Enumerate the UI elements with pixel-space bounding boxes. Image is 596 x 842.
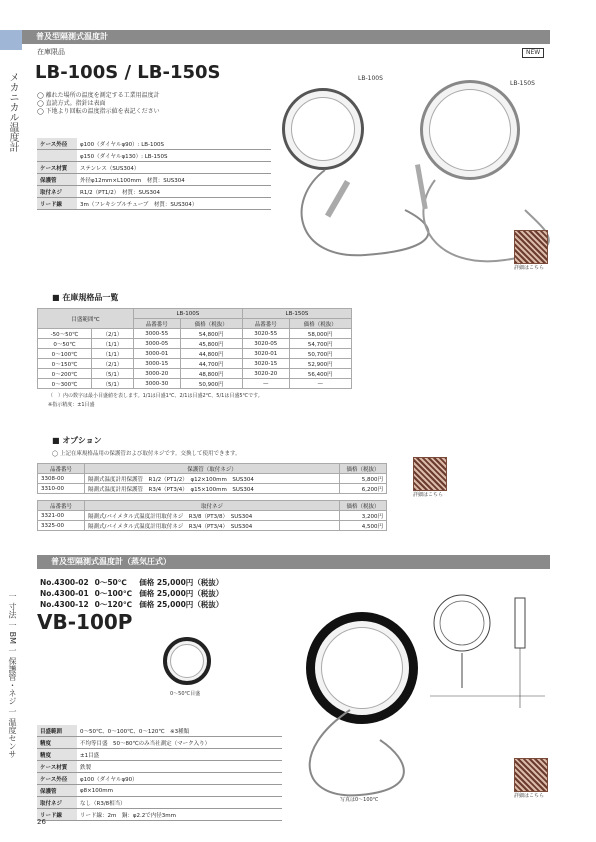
table-cell: 0〜150℃ bbox=[38, 359, 92, 369]
model-list bbox=[40, 577, 223, 610]
model-number: No.4300-01 bbox=[40, 589, 89, 598]
model-price: 価格 25,000円（税抜） bbox=[139, 578, 224, 587]
table-row bbox=[37, 186, 271, 198]
large-gauge-caption: 写真は0〜100℃ bbox=[340, 797, 379, 803]
table-row bbox=[38, 474, 387, 484]
table-cell: 3,200円 bbox=[340, 511, 387, 521]
stock-note: （ ）内の数字は最小目盛値を表します。1/1は目盛1℃、2/1は目盛2℃、5/1は目盛5℃です。 bbox=[48, 393, 263, 399]
table-cell: 3020-15 bbox=[242, 359, 289, 369]
spec-value: R1/2（PT1/2） 材質：SUS304 bbox=[77, 186, 271, 198]
table-row bbox=[37, 809, 282, 821]
image-label-right: LB-150S bbox=[510, 80, 535, 87]
table-cell: 3000-05 bbox=[133, 339, 180, 349]
vb100p-tube-image bbox=[270, 700, 410, 810]
spec-label: ケース材質 bbox=[37, 162, 77, 174]
spec-label: 保護管 bbox=[37, 785, 77, 797]
side-label-top: メカニカル温度計 bbox=[7, 72, 18, 152]
qr-caption: 詳細はこちら bbox=[514, 265, 545, 271]
stock-badge: 在庫限品 bbox=[37, 48, 65, 56]
table-row bbox=[38, 349, 352, 359]
table-cell: — bbox=[242, 379, 289, 389]
table-cell: 隔測式温度計用保護管 R3/4（PT3/4） φ15×100mm SUS304 bbox=[85, 484, 340, 494]
spec-label: 精度 bbox=[37, 749, 77, 761]
table-cell: （1/1） bbox=[92, 349, 134, 359]
model-number: No.4300-12 bbox=[40, 600, 89, 609]
table-cell: 3000-55 bbox=[133, 329, 180, 339]
table-cell: 3310-00 bbox=[38, 484, 85, 494]
column-header: 品番番号 bbox=[133, 319, 180, 329]
spec-value: 外径φ12mm×L100mm 材質：SUS304 bbox=[77, 174, 271, 186]
spec-label bbox=[37, 150, 77, 162]
corner-tab bbox=[0, 30, 22, 50]
spec-label: 取付ネジ bbox=[37, 186, 77, 198]
table-cell: 58,000円 bbox=[289, 329, 351, 339]
table-cell: 48,800円 bbox=[180, 369, 242, 379]
table-cell: 隔測式温度計用保護管 R1/2（PT1/2） φ12×100mm SUS304 bbox=[85, 474, 340, 484]
model-row bbox=[40, 588, 223, 599]
gauge-vb100p-small-image bbox=[163, 637, 211, 685]
table-cell: 3308-00 bbox=[38, 474, 85, 484]
spec-value: ±1目盛 bbox=[77, 749, 282, 761]
feature-list bbox=[37, 92, 237, 116]
spec-value: リード線：2m 銅：φ2.2で内径3mm bbox=[77, 809, 282, 821]
column-header: 品番番号 bbox=[242, 319, 289, 329]
table-cell: 0〜50℃ bbox=[38, 339, 92, 349]
spec-label: 精度 bbox=[37, 737, 77, 749]
table-row bbox=[37, 725, 282, 737]
table-cell: （1/1） bbox=[92, 339, 134, 349]
table-cell: 50,900円 bbox=[180, 379, 242, 389]
spec-value: φ100（ダイヤルφ90） bbox=[77, 773, 282, 785]
column-header: 品番番号 bbox=[38, 501, 85, 511]
table-cell: 3000-30 bbox=[133, 379, 180, 389]
spec-value: 鉄製 bbox=[77, 761, 282, 773]
product-title: LB-100S / LB-150S bbox=[35, 62, 221, 83]
section-header bbox=[22, 30, 550, 44]
column-header: 価格（税抜） bbox=[180, 319, 242, 329]
table-row bbox=[37, 198, 271, 210]
table-cell: 0〜100℃ bbox=[38, 349, 92, 359]
table-cell: （5/1） bbox=[92, 369, 134, 379]
table-row bbox=[38, 484, 387, 494]
table-cell: 3000-15 bbox=[133, 359, 180, 369]
spec-label: ケース外径 bbox=[37, 138, 77, 150]
table-cell: 4,500円 bbox=[340, 521, 387, 531]
stock-note: ※指示精度：±1目盛 bbox=[48, 402, 95, 408]
spec-label: ケース材質 bbox=[37, 761, 77, 773]
table-cell: 3020-55 bbox=[242, 329, 289, 339]
table-cell: 56,400円 bbox=[289, 369, 351, 379]
table-row bbox=[38, 359, 352, 369]
table-row bbox=[37, 773, 282, 785]
table-cell: 3020-01 bbox=[242, 349, 289, 359]
spec-value: φ150（ダイヤルφ130）: LB-150S bbox=[77, 150, 271, 162]
spec-label: 保護管 bbox=[37, 174, 77, 186]
stock-heading: ■ 在庫規格品一覧 bbox=[52, 293, 119, 302]
table-cell: — bbox=[289, 379, 351, 389]
table-header-row bbox=[38, 464, 387, 474]
table-row bbox=[38, 339, 352, 349]
column-header: 保護管（取付ネジ） bbox=[85, 464, 340, 474]
options-note: ◯ 上記在庫規格品用の保護管および取付ネジです。交換して使用できます。 bbox=[52, 451, 241, 457]
table-row bbox=[37, 761, 282, 773]
feature-item: ◯ 直読方式。指針は表面 bbox=[37, 100, 106, 107]
spec-value: φ100（ダイヤルφ90）: LB-100S bbox=[77, 138, 271, 150]
model-number: No.4300-02 bbox=[40, 578, 89, 587]
table-cell: 45,800円 bbox=[180, 339, 242, 349]
table-header-row bbox=[38, 309, 352, 319]
feature-item: ◯ 下地より回転の温度指示値を表記ください bbox=[37, 108, 160, 115]
table-row bbox=[38, 511, 387, 521]
column-header: 目盛範囲℃ bbox=[38, 309, 134, 329]
feature-item: ◯ 離れた場所の温度を測定する工業用温度計 bbox=[37, 92, 160, 99]
table-cell: 6,200円 bbox=[340, 484, 387, 494]
qr-code-icon[interactable] bbox=[413, 457, 447, 491]
qr-caption: 詳細はこちら bbox=[413, 492, 444, 498]
table-cell: 隔測式/バイメタル式温度計用取付ネジ R3/8（PT3/8） SUS304 bbox=[85, 511, 340, 521]
spec-value: 不均等目盛 50〜80℃のみ当社測定（マーク入り） bbox=[77, 737, 282, 749]
spec-table bbox=[37, 138, 271, 210]
page-number: 26 bbox=[37, 818, 46, 826]
table-cell: -50〜50℃ bbox=[38, 329, 92, 339]
table-row bbox=[38, 329, 352, 339]
spec-value: 3m（フレキシブルチューブ 材質：SUS304） bbox=[77, 198, 271, 210]
spec-table bbox=[37, 725, 282, 821]
column-header: 取付ネジ bbox=[85, 501, 340, 511]
column-header: 価格（税抜） bbox=[340, 501, 387, 511]
image-label-left: LB-100S bbox=[358, 75, 383, 82]
model-range: 0〜100℃ bbox=[94, 589, 133, 598]
table-cell: 54,800円 bbox=[180, 329, 242, 339]
table-row bbox=[37, 749, 282, 761]
table-cell: 52,900円 bbox=[289, 359, 351, 369]
table-row bbox=[37, 737, 282, 749]
table-row bbox=[38, 369, 352, 379]
table-header-row bbox=[38, 501, 387, 511]
table-row bbox=[38, 521, 387, 531]
table-row bbox=[37, 150, 271, 162]
table-row bbox=[37, 785, 282, 797]
section-title: 普及型隔測式温度計 bbox=[36, 32, 108, 41]
spec-value: φ8×100mm bbox=[77, 785, 282, 797]
small-gauge-caption: 0〜50℃目盛 bbox=[170, 691, 201, 697]
new-badge: NEW bbox=[522, 48, 544, 58]
spec-label: 目盛範囲 bbox=[37, 725, 77, 737]
model-row bbox=[40, 599, 223, 610]
table-cell: 44,800円 bbox=[180, 349, 242, 359]
options-table-pipes bbox=[37, 463, 387, 494]
model-row bbox=[40, 577, 223, 588]
table-cell: 3020-05 bbox=[242, 339, 289, 349]
qr-caption: 詳細はこちら bbox=[514, 793, 545, 799]
spec-label: ケース外径 bbox=[37, 773, 77, 785]
options-heading: ■ オプション bbox=[52, 436, 102, 445]
section-header bbox=[37, 555, 550, 569]
spec-label: 取付ネジ bbox=[37, 797, 77, 809]
table-cell: （5/1） bbox=[92, 379, 134, 389]
section-title: 普及型隔測式温度計（蒸気圧式） bbox=[51, 557, 171, 566]
table-cell: 3020-20 bbox=[242, 369, 289, 379]
column-header: LB-100S bbox=[133, 309, 242, 319]
table-cell: 3325-00 bbox=[38, 521, 85, 531]
gauge-lb100s-image bbox=[282, 88, 364, 170]
qr-code-icon[interactable] bbox=[514, 758, 548, 792]
table-cell: 44,700円 bbox=[180, 359, 242, 369]
spec-value: 0〜50℃、0〜100℃、0〜120℃ ※3種類 bbox=[77, 725, 282, 737]
table-cell: 5,800円 bbox=[340, 474, 387, 484]
table-cell: （2/1） bbox=[92, 329, 134, 339]
table-cell: 3000-01 bbox=[133, 349, 180, 359]
table-cell: 0〜200℃ bbox=[38, 369, 92, 379]
table-row bbox=[37, 138, 271, 150]
spec-label: リード線 bbox=[37, 809, 77, 821]
column-header: 価格（税抜） bbox=[289, 319, 351, 329]
table-row bbox=[37, 174, 271, 186]
table-row bbox=[37, 797, 282, 809]
table-cell: 3000-20 bbox=[133, 369, 180, 379]
column-header: 価格（税抜） bbox=[340, 464, 387, 474]
table-row bbox=[37, 162, 271, 174]
product-title: VB-100P bbox=[37, 610, 133, 634]
options-table-threads bbox=[37, 500, 387, 531]
table-cell: 54,700円 bbox=[289, 339, 351, 349]
column-header: LB-150S bbox=[242, 309, 351, 319]
model-range: 0〜120℃ bbox=[94, 600, 133, 609]
dimension-drawing bbox=[420, 578, 550, 718]
spec-label: リード線 bbox=[37, 198, 77, 210]
table-cell: 0〜300℃ bbox=[38, 379, 92, 389]
table-cell: 3321-00 bbox=[38, 511, 85, 521]
spec-value: ステンレス（SUS304） bbox=[77, 162, 271, 174]
model-range: 0〜50℃ bbox=[94, 578, 127, 587]
spec-value: なし（R3/8相当） bbox=[77, 797, 282, 809]
side-label-bottom: 一 寸法 一 BM 一 保護管・ネジ 一 温度センサ bbox=[8, 591, 17, 759]
table-cell: 50,700円 bbox=[289, 349, 351, 359]
qr-code-icon[interactable] bbox=[514, 230, 548, 264]
stock-table bbox=[37, 308, 352, 389]
table-cell: 隔測式/バイメタル式温度計用取付ネジ R3/4（PT3/4） SUS304 bbox=[85, 521, 340, 531]
model-price: 価格 25,000円（税抜） bbox=[139, 589, 224, 598]
table-row bbox=[38, 379, 352, 389]
table-cell: （2/1） bbox=[92, 359, 134, 369]
model-price: 価格 25,000円（税抜） bbox=[139, 600, 224, 609]
column-header: 品番番号 bbox=[38, 464, 85, 474]
